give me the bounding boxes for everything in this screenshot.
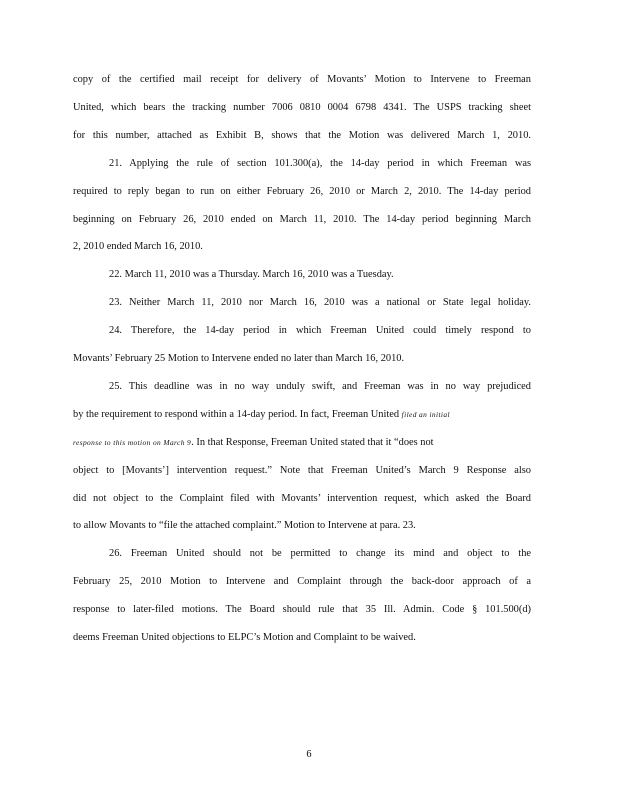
text-line: Movants’ February 25 Motion to Intervene ended no later than March 16, 2010. [73, 353, 405, 364]
text-line: to allow Movants to “file the attached complaint.” Motion to Intervene at para. 23. [73, 520, 416, 531]
paragraph-23-line: 23. Neither March 11, 2010 nor March 16, 2010 was a national or State legal holiday. [109, 297, 531, 308]
paragraph-25-line: 25. This deadline was in no way unduly swift, and Freeman was in no way prejudiced [109, 381, 531, 392]
paragraph-24-line: 24. Therefore, the 14-day period in which Freeman United could timely respond to [109, 325, 531, 336]
text-line: beginning on February 26, 2010 ended on March 11, 2010. The 14-day period beginning March [73, 214, 531, 225]
text-line: object to [Movants’] intervention request.” Note that Freeman United’s March 9 Response also [73, 465, 531, 476]
text-segment: by the requirement to respond within a 14-day period. In fact, Freeman United [73, 409, 402, 420]
text-line: response to later-filed motions. The Board should rule that 35 Ill. Admin. Code § 101.500(d) [73, 604, 531, 615]
text-line: February 25, 2010 Motion to Intervene and Complaint through the back-door approach of a [73, 576, 531, 587]
paragraph-22-line: 22. March 11, 2010 was a Thursday. March 16, 2010 was a Tuesday. [109, 269, 394, 280]
italic-text: filed an initial [401, 410, 450, 419]
text-segment: . In that Response, Freeman United stated that it “does not [191, 437, 434, 448]
text-line: required to reply began to run on either February 26, 2010 or March 2, 2010. The 14-day period [73, 186, 531, 197]
paragraph-21-line: 21. Applying the rule of section 101.300(a), the 14-day period in which Freeman was [109, 158, 531, 169]
text-line: for this number, attached as Exhibit B, shows that the Motion was delivered March 1, 2010. [73, 130, 531, 141]
text-line: did not object to the Complaint filed with Movants’ intervention request, which asked the Board [73, 493, 531, 504]
text-line: deems Freeman United objections to ELPC’s Motion and Complaint to be waived. [73, 632, 416, 643]
text-line [73, 408, 531, 422]
text-line: 2, 2010 ended March 16, 2010. [73, 241, 203, 252]
page-number: 6 [306, 749, 312, 760]
text-line: United, which bears the tracking number 7006 0810 0004 6798 4341. The USPS tracking sheet [73, 102, 531, 113]
paragraph-26-line: 26. Freeman United should not be permitted to change its mind and object to the [109, 548, 531, 559]
text-line [73, 436, 531, 450]
italic-text: response to this motion on March 9 [73, 438, 192, 447]
text-line: copy of the certified mail receipt for delivery of Movants’ Motion to Intervene to Freeman [73, 74, 531, 85]
